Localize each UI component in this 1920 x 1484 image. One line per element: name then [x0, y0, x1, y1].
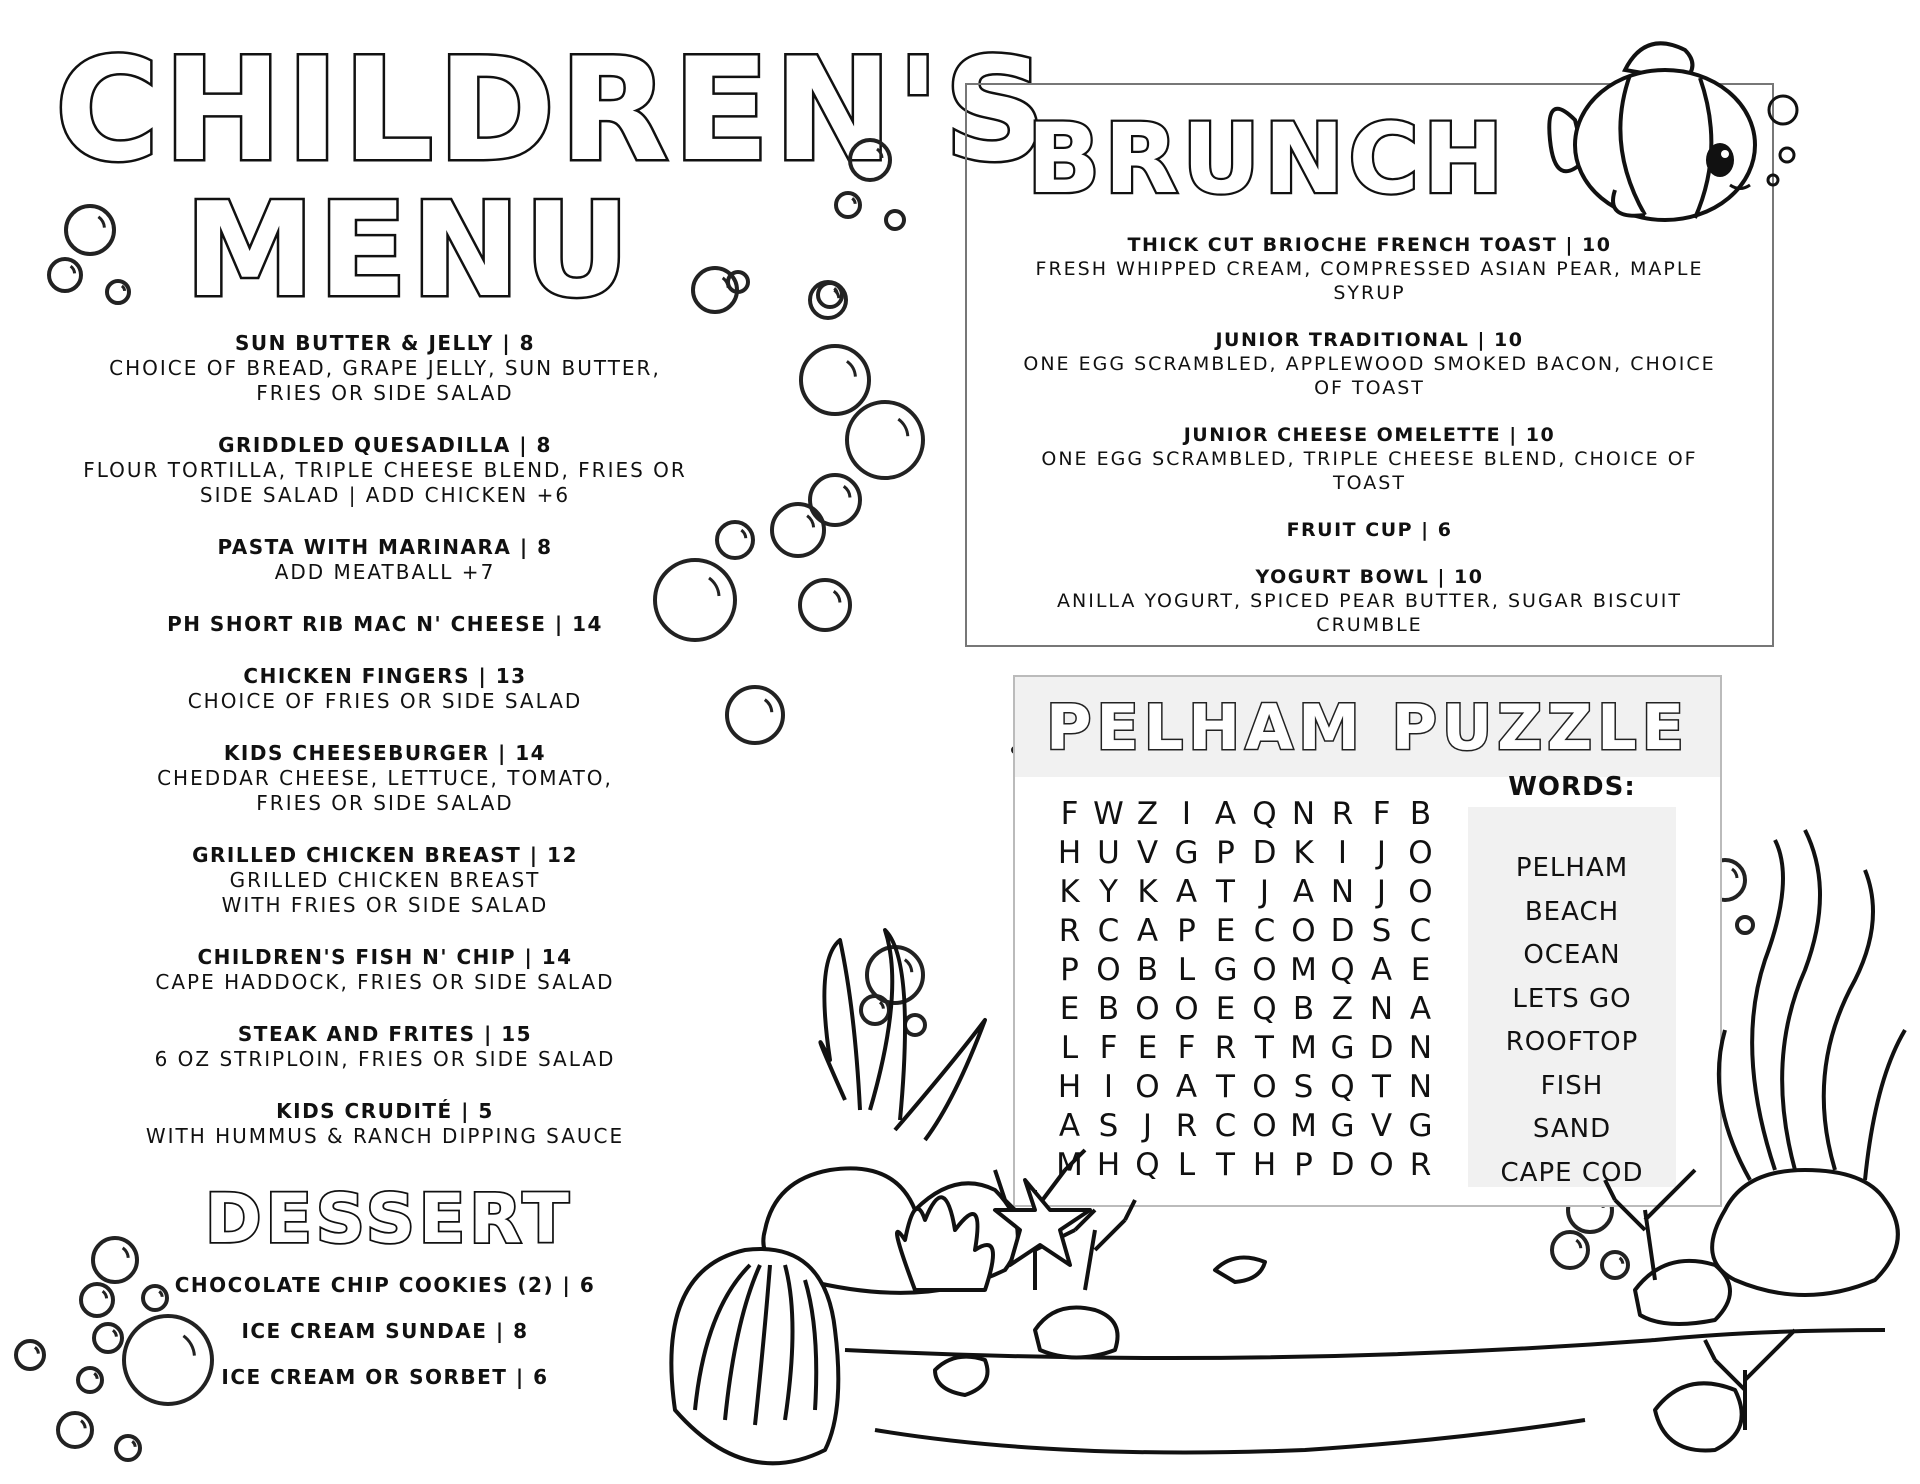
brunch-list	[1007, 233, 1732, 660]
grid-letter: O	[1252, 1069, 1277, 1105]
grid-letter: K	[1059, 874, 1080, 910]
grid-letter: Y	[1099, 874, 1118, 910]
bubble	[727, 687, 783, 743]
grid-letter: I	[1181, 796, 1192, 832]
bubble	[810, 475, 860, 525]
grid-letter: C	[1253, 913, 1276, 949]
grid-letter: E	[1410, 952, 1431, 988]
puzzle-header	[1015, 677, 1720, 777]
grid-letter: D	[1330, 1147, 1355, 1183]
grid-letter: T	[1216, 874, 1235, 910]
grid-letter: G	[1408, 1108, 1433, 1144]
grid-letter: M	[1290, 1108, 1317, 1144]
grid-letter: A	[1370, 952, 1393, 988]
word-item: ROOFTOP	[1505, 1027, 1639, 1057]
grid-letter: O	[1408, 835, 1433, 871]
item-desc: ANILLA YOGURT, SPICED PEAR BUTTER, SUGAR BISCUIT CRUMBLE	[1057, 590, 1682, 636]
item-desc: ADD MEATBALL +7	[274, 560, 496, 584]
bubble	[847, 402, 923, 478]
item-desc: CHOICE OF FRIES OR SIDE SALAD	[187, 689, 583, 713]
grid-letter: Q	[1252, 796, 1277, 832]
bubble	[717, 522, 753, 558]
grid-letter: P	[1060, 952, 1079, 988]
grid-letter: S	[1371, 913, 1392, 949]
item-name: PH SHORT RIB MAC N' CHEESE | 14	[167, 612, 603, 636]
grid-letter: V	[1136, 835, 1159, 871]
bubble	[107, 281, 129, 303]
clownfish-icon	[1535, 30, 1795, 230]
word-item: LETS GO	[1512, 983, 1632, 1014]
grid-letter: N	[1330, 874, 1355, 910]
item-desc: WITH HUMMUS & RANCH DIPPING SAUCE	[145, 1124, 625, 1148]
item-name: ICE CREAM OR SORBET | 6	[221, 1365, 549, 1389]
grid-letter: E	[1059, 991, 1080, 1027]
bubble	[81, 1284, 113, 1316]
bubble	[78, 1368, 102, 1392]
item-name: KIDS CHEESEBURGER | 14	[223, 741, 547, 765]
grid-letter: H	[1057, 835, 1082, 871]
grid-letter: S	[1293, 1069, 1314, 1105]
item-name: THICK CUT BRIOCHE FRENCH TOAST | 10	[1127, 234, 1612, 256]
grid-letter: O	[1135, 991, 1160, 1027]
item-name: PASTA WITH MARINARA | 8	[217, 535, 553, 559]
grid-letter: N	[1291, 796, 1316, 832]
item-name: KIDS CRUDITÉ | 5	[276, 1099, 494, 1123]
grid-letter: H	[1096, 1147, 1121, 1183]
grid-letter: I	[1337, 835, 1348, 871]
item-desc: ONE EGG SCRAMBLED, TRIPLE CHEESE BLEND, CHOICE OF TOAST	[1041, 448, 1698, 494]
grid-letter: N	[1369, 991, 1394, 1027]
grid-letter: D	[1252, 835, 1277, 871]
puzzle-title: PELHAM PUZZLE	[1045, 690, 1689, 764]
brunch-item	[1007, 565, 1732, 637]
grid-letter: M	[1290, 1030, 1317, 1066]
grid-letter: J	[1376, 835, 1387, 871]
grid-letter: O	[1174, 991, 1199, 1027]
item-desc: CAPE HADDOCK, FRIES OR SIDE SALAD	[155, 970, 615, 994]
bubble	[49, 259, 81, 291]
grid-letter: C	[1097, 913, 1120, 949]
item-name: GRILLED CHICKEN BREAST | 12	[192, 843, 578, 867]
bubble	[801, 346, 869, 414]
grid-letter: W	[1093, 796, 1124, 832]
brunch-item	[1007, 233, 1732, 305]
word-item: FISH	[1540, 1070, 1604, 1101]
grid-letter: N	[1408, 1069, 1433, 1105]
grid-letter: Q	[1330, 952, 1355, 988]
bubble	[93, 1238, 137, 1282]
item-name: ICE CREAM SUNDAE | 8	[241, 1319, 529, 1343]
words-heading	[1468, 767, 1676, 807]
menu-title-line1: CHILDREN'S	[55, 28, 1051, 193]
grid-letter: G	[1174, 835, 1199, 871]
grid-letter: L	[1177, 952, 1196, 988]
item-desc: 6 OZ STRIPLOIN, FRIES OR SIDE SALAD	[154, 1047, 616, 1071]
brunch-item	[1007, 518, 1732, 542]
bubble	[116, 1436, 140, 1460]
grid-letter: F	[1177, 1030, 1196, 1066]
grid-letter: J	[1376, 874, 1387, 910]
grid-letter: Z	[1331, 991, 1354, 1027]
grid-letter: O	[1135, 1069, 1160, 1105]
grid-letter: A	[1214, 796, 1237, 832]
grid-letter: A	[1136, 913, 1159, 949]
bubble	[850, 140, 890, 180]
item-name: CHILDREN'S FISH N' CHIP | 14	[197, 945, 573, 969]
grid-letter: M	[1056, 1147, 1083, 1183]
grid-letter: A	[1058, 1108, 1081, 1144]
grid-letter: J	[1142, 1108, 1153, 1144]
grid-letter: M	[1290, 952, 1317, 988]
grid-letter: C	[1409, 913, 1432, 949]
item-name: STEAK AND FRITES | 15	[237, 1022, 533, 1046]
grid-letter: A	[1175, 874, 1198, 910]
word-item: CAPE COD	[1500, 1157, 1644, 1188]
item-name: CHICKEN FINGERS | 13	[243, 664, 527, 688]
grid-letter: B	[1292, 991, 1315, 1027]
grid-letter: C	[1214, 1108, 1237, 1144]
grid-letter: O	[1291, 913, 1316, 949]
item-name: GRIDDLED QUESADILLA | 8	[218, 433, 552, 457]
item-desc: CHOICE OF BREAD, GRAPE JELLY, SUN BUTTER, FRIES OR SIDE SALAD	[109, 356, 661, 405]
grid-letter: G	[1330, 1108, 1355, 1144]
grid-letter: Q	[1330, 1069, 1355, 1105]
grid-letter: P	[1177, 913, 1196, 949]
grid-letter: K	[1137, 874, 1158, 910]
grid-letter: D	[1369, 1030, 1394, 1066]
grid-letter: E	[1215, 913, 1236, 949]
grid-letter: T	[1216, 1147, 1235, 1183]
grid-letter: L	[1060, 1030, 1079, 1066]
word-item: SAND	[1532, 1114, 1612, 1144]
grid-letter: G	[1213, 952, 1238, 988]
grid-letter: R	[1175, 1108, 1198, 1144]
grid-letter: K	[1293, 835, 1314, 871]
item-name: FRUIT CUP | 6	[1286, 519, 1453, 541]
grid-letter: U	[1097, 835, 1120, 871]
grid-letter: T	[1372, 1069, 1391, 1105]
item-desc: FRESH WHIPPED CREAM, COMPRESSED ASIAN PEAR, MAPLE SYRUP	[1035, 258, 1704, 304]
menu-title-line2: MENU	[185, 174, 634, 326]
bubble	[655, 560, 735, 640]
grid-letter: Z	[1136, 796, 1159, 832]
brunch-title: BRUNCH	[1027, 103, 1508, 215]
grid-letter: R	[1214, 1030, 1237, 1066]
grid-letter: Q	[1135, 1147, 1160, 1183]
grid-letter: B	[1136, 952, 1159, 988]
grid-letter: O	[1252, 1108, 1277, 1144]
grid-letter: L	[1177, 1147, 1196, 1183]
grid-letter: N	[1408, 1030, 1433, 1066]
grid-letter: H	[1057, 1069, 1082, 1105]
grid-letter: E	[1137, 1030, 1158, 1066]
grid-letter: P	[1216, 835, 1235, 871]
bubble	[124, 1316, 212, 1404]
grid-letter: B	[1097, 991, 1120, 1027]
grid-letter: D	[1330, 913, 1355, 949]
brunch-item	[1007, 423, 1732, 495]
coral-reef-illustration-icon	[655, 810, 1920, 1484]
grid-letter: V	[1370, 1108, 1393, 1144]
grid-letter: T	[1255, 1030, 1274, 1066]
grid-letter: R	[1409, 1147, 1432, 1183]
grid-letter: F	[1372, 796, 1391, 832]
item-name: SUN BUTTER & JELLY | 8	[234, 331, 536, 355]
grid-letter: A	[1292, 874, 1315, 910]
grid-letter: S	[1098, 1108, 1119, 1144]
grid-letter: R	[1058, 913, 1081, 949]
grid-letter: F	[1060, 796, 1079, 832]
grid-letter: H	[1252, 1147, 1277, 1183]
item-desc: ONE EGG SCRAMBLED, APPLEWOOD SMOKED BACON, CHOICE OF TOAST	[1023, 353, 1716, 399]
bubble	[836, 193, 860, 217]
grid-letter: T	[1216, 1069, 1235, 1105]
grid-letter: O	[1408, 874, 1433, 910]
grid-letter: B	[1409, 796, 1432, 832]
bubble	[143, 1286, 167, 1310]
word-item: PELHAM	[1515, 853, 1629, 883]
dessert-title: DESSERT	[205, 1180, 573, 1259]
grid-letter: O	[1096, 952, 1121, 988]
grid-letter: A	[1175, 1069, 1198, 1105]
grid-letter: I	[1103, 1069, 1114, 1105]
item-name: CHOCOLATE CHIP COOKIES (2) | 6	[174, 1273, 596, 1297]
item-desc: CHEDDAR CHEESE, LETTUCE, TOMATO, FRIES OR SIDE SALAD	[157, 766, 613, 815]
grid-letter: P	[1294, 1147, 1313, 1183]
item-desc: GRILLED CHICKEN BREAST WITH FRIES OR SIDE SALAD	[221, 868, 549, 917]
grid-letter: G	[1330, 1030, 1355, 1066]
item-name: JUNIOR TRADITIONAL | 10	[1215, 329, 1524, 351]
item-desc: FLOUR TORTILLA, TRIPLE CHEESE BLEND, FRIES OR SIDE SALAD | ADD CHICKEN +6	[83, 458, 687, 507]
grid-letter: J	[1259, 874, 1270, 910]
grid-letter: A	[1409, 991, 1432, 1027]
grid-letter: F	[1099, 1030, 1118, 1066]
grid-letter: O	[1369, 1147, 1394, 1183]
word-item: OCEAN	[1523, 940, 1621, 970]
item-name: YOGURT BOWL | 10	[1255, 566, 1484, 588]
bubble	[772, 504, 824, 556]
grid-letter: R	[1331, 796, 1354, 832]
item-name: JUNIOR CHEESE OMELETTE | 10	[1183, 424, 1556, 446]
word-item: BEACH	[1524, 896, 1620, 927]
bubble	[16, 1341, 44, 1369]
bubble	[94, 1324, 122, 1352]
bubble	[800, 580, 850, 630]
grid-letter: E	[1215, 991, 1236, 1027]
bubble	[58, 1413, 92, 1447]
brunch-item	[1007, 328, 1732, 400]
grid-letter: O	[1252, 952, 1277, 988]
words-heading-text: WORDS:	[1508, 772, 1636, 802]
bubble	[66, 206, 114, 254]
bubble	[886, 211, 904, 229]
grid-letter: Q	[1252, 991, 1277, 1027]
